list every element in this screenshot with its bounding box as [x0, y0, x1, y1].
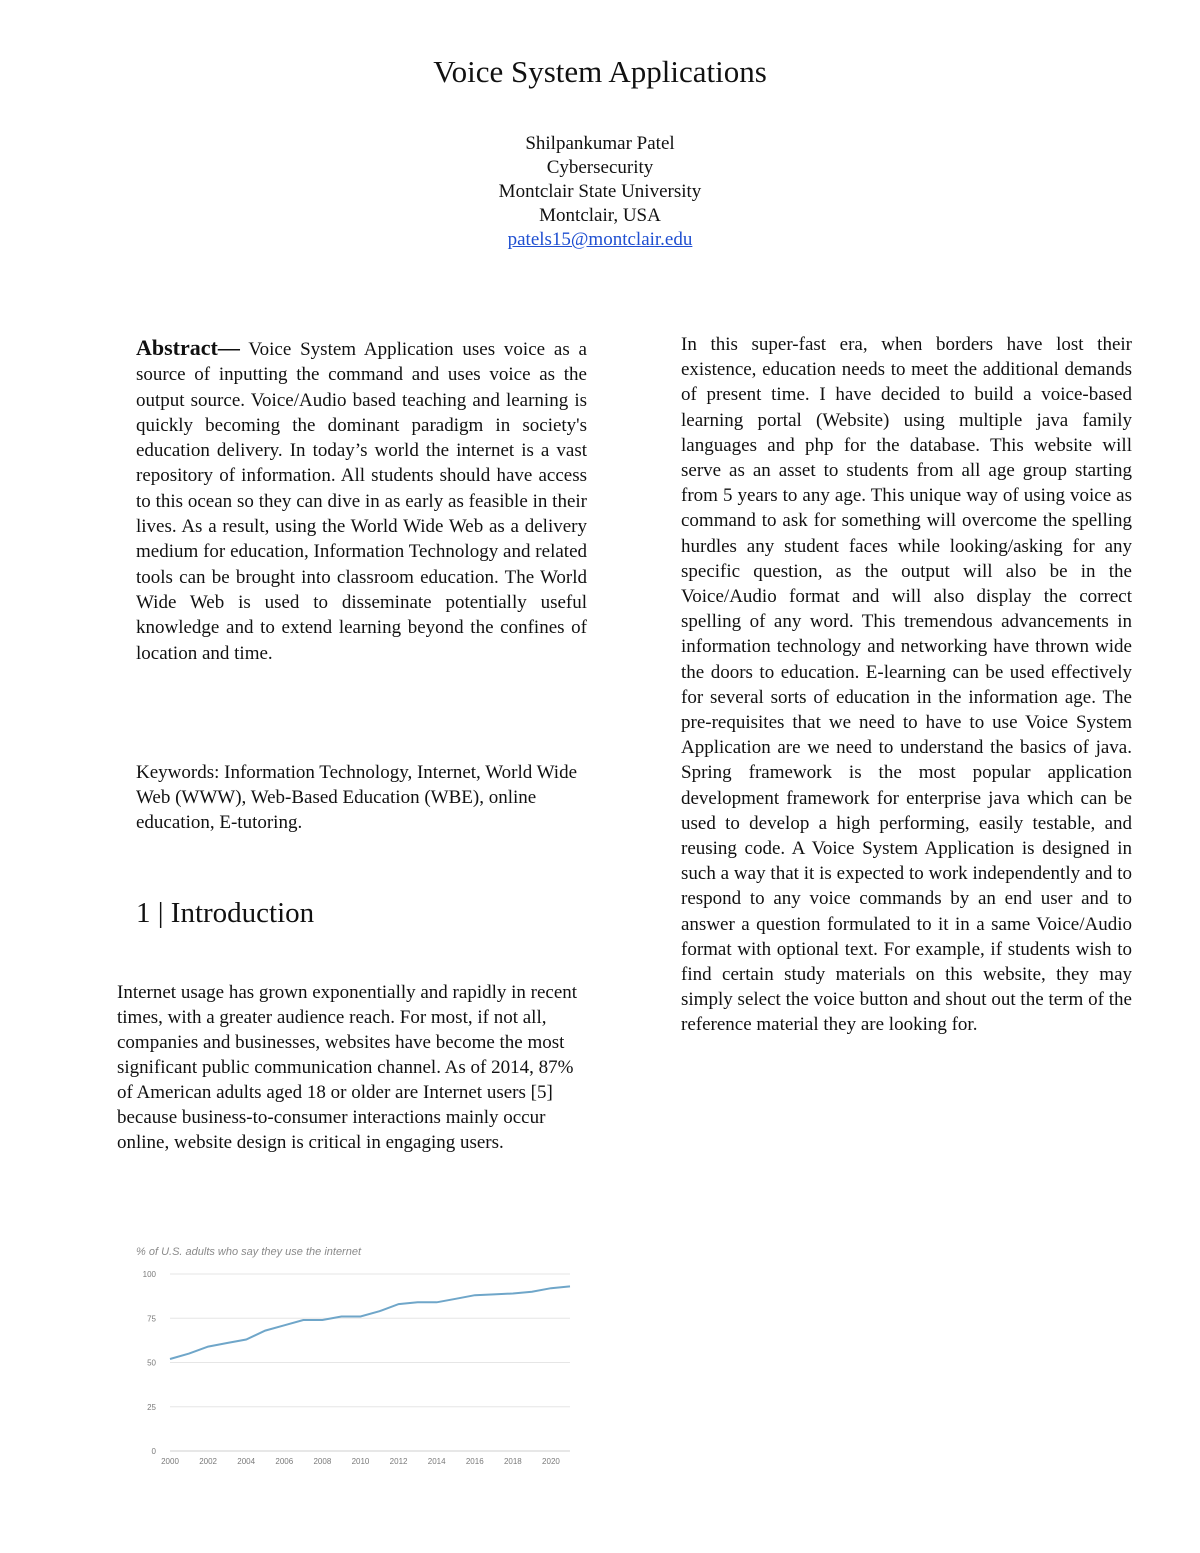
x-tick-label: 2020: [542, 1457, 560, 1466]
abstract-text: Voice System Application uses voice as a source of inputting the command and uses voice as the output source. Voice/Audio based teaching and learning is quickly becoming the dominant paradigm in society's education delivery. In today’s world the internet is a vast repository of information. All students should have access to this ocean so they can dive in as early as feasible in their lives. As a result, using the World Wide Web as a delivery medium for education, Information Technology and related tools can be brought into classroom education. The World Wide Web is used to disseminate potentially useful knowledge and to extend learning beyond the confines of location and time.: [136, 339, 587, 664]
author-affiliation: Montclair State University: [498, 181, 702, 202]
x-tick-label: 2014: [427, 1457, 446, 1466]
x-tick-label: 2018: [503, 1457, 522, 1466]
chart-grid: [170, 1274, 570, 1451]
keywords: Keywords: Information Technology, Internet, World Wide Web (WWW), Web-Based Education (WBE), online education, E-tutoring.: [136, 762, 578, 833]
x-tick-label: 2000: [161, 1457, 179, 1466]
chart-svg: [130, 1238, 580, 1473]
y-tick-label: 0: [151, 1447, 156, 1456]
series-line: [170, 1286, 570, 1359]
x-tick-label: 2012: [389, 1457, 408, 1466]
author-block: [0, 132, 1200, 252]
y-tick-label: 50: [147, 1358, 156, 1368]
author-name: Shilpankumar Patel: [525, 133, 675, 154]
x-tick-label: 2006: [275, 1457, 294, 1466]
x-tick-label: 2002: [199, 1457, 217, 1466]
x-tick-label: 2004: [237, 1457, 256, 1466]
paper-title: Voice System Applications: [433, 54, 767, 89]
author-location: Montclair, USA: [539, 205, 661, 226]
author-department: Cybersecurity: [546, 157, 654, 178]
section-heading-introduction: 1 | Introduction: [136, 897, 315, 929]
author-email-link[interactable]: patels15@montclair.edu: [507, 229, 693, 250]
chart-y-axis: [143, 1270, 157, 1456]
y-tick-label: 25: [147, 1402, 156, 1412]
x-tick-label: 2016: [465, 1457, 484, 1466]
y-tick-label: 100: [142, 1270, 156, 1279]
x-tick-label: 2010: [351, 1457, 370, 1466]
abstract: [136, 335, 587, 666]
y-tick-label: 75: [147, 1314, 156, 1324]
right-column-paragraph: In this super-fast era, when borders have lost their existence, education needs to meet the additional demands of present time. I have decided to build a voice-based learning portal (Website) using multiple java family languages and php for the database. This website will serve as an asset to students from all age group starting from 5 years to any age. This unique way of using voice as command to ask for something will overcome the spelling hurdles any student faces while looking/asking for any specific question, as the output will also be in the Voice/Audio format and will also display the correct spelling of any word. This tremendous advancements in information technology and networking have thrown wide the doors to education. E-learning can be used effectively for several sorts of education in the information age. The pre-requisites that we need to have to use Voice System Application are we need to understand the basics of java. Spring framework is the most popular application development framework for enterprise java which can be used to develop a high performing, easily testable, and reusing code. A Voice System Application is designed in such a way that it is expected to work independently and to respond to any voice commands by an end user and to answer a question formulated to it in a same Voice/Audio format with optional text. For example, if students wish to find certain study materials on this website, they may simply select the voice button and shout out the term of the reference material they are looking for.: [681, 334, 1132, 1036]
chart-x-axis: [161, 1457, 560, 1466]
abstract-label: Abstract—: [136, 335, 240, 360]
chart-title: % of U.S. adults who say they use the internet: [136, 1246, 362, 1258]
internet-usage-chart: [130, 1238, 580, 1473]
x-tick-label: 2008: [313, 1457, 332, 1466]
intro-paragraph: Internet usage has grown exponentially and rapidly in recent times, with a greater audience reach. For most, if not all, companies and businesses, websites have become the most significant public communication channel. As of 2014, 87% of American adults aged 18 or older are Internet users [5] because business-to-consumer interactions mainly occur online, website design is critical in engaging users.: [117, 982, 578, 1153]
